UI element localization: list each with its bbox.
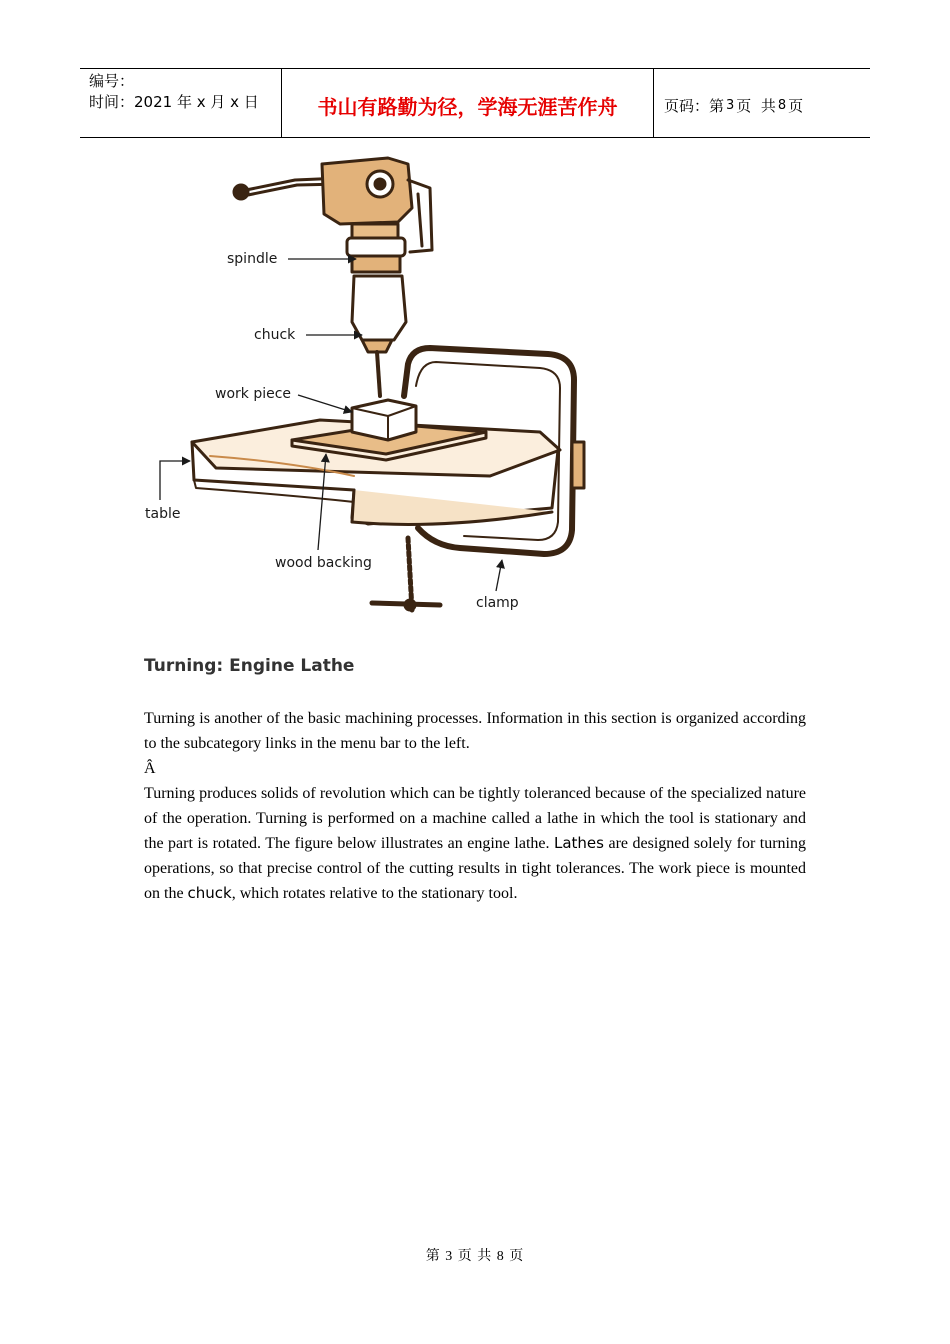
page-mid: 页 共	[736, 96, 776, 115]
stray-character: Â	[144, 760, 156, 777]
page-header	[80, 68, 870, 138]
header-meta	[80, 69, 281, 137]
term-lathes: Lathes	[554, 834, 604, 852]
label-spindle: spindle	[227, 251, 278, 267]
paragraph-turning-part3: , which rotates relative to the stationary tool.	[231, 885, 518, 902]
section-body	[144, 706, 806, 906]
arrow-clamp	[496, 560, 502, 591]
paragraph-intro: Turning is another of the basic machining processes. Information in this section is organized according to the subcategory links in the menu bar to the left.	[144, 710, 806, 752]
page-current: 3	[726, 97, 735, 113]
page-prefix: 页码：第	[664, 96, 725, 115]
page-footer: 第 3 页 共 8 页	[425, 1249, 525, 1264]
label-chuck: chuck	[254, 327, 296, 343]
paragraph-turning-part1: Turning produces solids of revolution which can be tightly toleranced because of the specialized nature of the operation. Turning is performed on a machine called a lathe in which the tool is stationary and the part is rotated. The figure below illustrates an engine lathe.	[144, 785, 806, 852]
drill-press-illustration	[140, 150, 590, 622]
clamp	[372, 348, 584, 610]
arrow-work-piece	[298, 395, 352, 412]
paragraph-turning	[144, 781, 806, 906]
term-chuck: chuck	[187, 884, 232, 902]
spindle	[347, 224, 405, 272]
label-wood-backing: wood backing	[275, 555, 372, 571]
work-piece	[352, 400, 416, 440]
document-date: 时间：2021 年 x 月 x 日	[89, 93, 259, 111]
label-clamp: clamp	[476, 595, 519, 611]
label-table: table	[145, 506, 181, 522]
paragraph-turning-part2: are designed solely for turning operations, so that precise control of the cutting results in tight tolerances. The work piece is mounted on the	[144, 835, 806, 902]
label-work-piece: work piece	[215, 386, 292, 402]
page-total: 8	[777, 97, 787, 113]
arrow-table	[160, 461, 190, 500]
document-number-label: 编号：	[89, 72, 135, 90]
chuck	[352, 276, 406, 396]
section-title: Turning: Engine Lathe	[144, 656, 355, 676]
page-suffix: 页	[788, 96, 804, 115]
header-page-info	[654, 69, 870, 137]
header-motto: 书山有路勤为径，学海无涯苦作舟	[281, 69, 654, 137]
